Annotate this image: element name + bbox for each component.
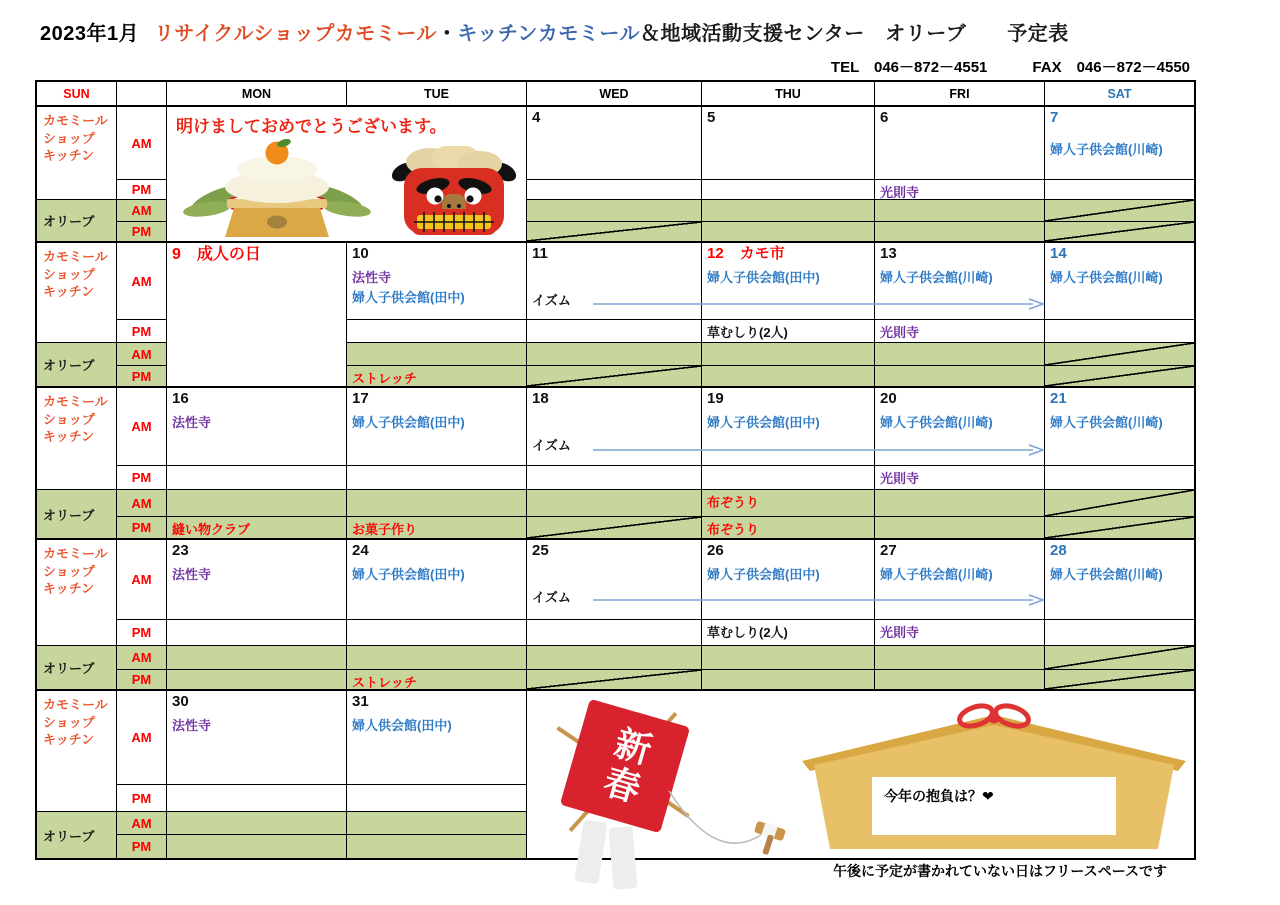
date: 28 [1050, 542, 1067, 559]
olive-pm-label: PM [117, 222, 167, 243]
date: 21 [1050, 390, 1067, 407]
cell-w2-tue-pm [347, 320, 527, 343]
cell-w2-wed-am [527, 243, 702, 320]
olive-am-label: AM [117, 343, 167, 366]
date: 11 [532, 245, 548, 262]
cell-w5-tue-am [347, 691, 527, 785]
cell-w4-wed-am [527, 540, 702, 620]
cell-w4-fri-am [875, 540, 1045, 620]
event: 婦人子供会館(田中) [352, 289, 465, 305]
title-shop1: リサイクルショップカモミール [154, 23, 437, 45]
cell-w5-mon-pm [167, 785, 347, 812]
cell-w3-tue-olive-am [347, 490, 527, 517]
date-line: 12 カモ市 [707, 245, 785, 262]
event: 法性寺 [352, 270, 392, 285]
row-label-olive: オリーブ [37, 812, 117, 858]
event: 婦人子供会館(川崎) [1050, 270, 1163, 285]
date: 16 [172, 390, 189, 407]
cell-w4-sat-olive-am-closed [1045, 646, 1194, 670]
event: 光則寺 [880, 625, 920, 640]
event: 光則寺 [880, 325, 920, 340]
event: 婦人子供会館(川崎) [880, 270, 993, 285]
row-label-kamomile: カモミール ショップ キッチン [37, 388, 117, 490]
cell-w3-wed-olive-am [527, 490, 702, 517]
cell-w4-tue-olive-pm [347, 670, 527, 691]
cell-w1-thu-am [702, 107, 875, 180]
cell-w4-mon-pm [167, 620, 347, 646]
olive-pm-label: PM [117, 835, 167, 858]
cell-w4-wed-olive-pm-closed [527, 670, 702, 691]
cell-w3-sat-pm [1045, 466, 1194, 490]
col-header-fri: FRI [875, 82, 1045, 107]
date: 27 [880, 542, 897, 559]
cell-w2-sat-olive-am-closed [1045, 343, 1194, 366]
greeting-text: 明けましておめでとうございます。 [176, 117, 447, 136]
cell-w2-fri-pm [875, 320, 1045, 343]
cell-w3-mon-olive-pm [167, 517, 347, 540]
row-label-olive: オリーブ [37, 343, 117, 388]
event: 光則寺 [880, 185, 920, 200]
cell-w4-tue-pm [347, 620, 527, 646]
cell-w5-tue-pm [347, 785, 527, 812]
col-header-sat: SAT [1045, 82, 1194, 107]
cell-w1-fri-pm [875, 180, 1045, 200]
event: 婦人子供会館(川崎) [880, 415, 993, 430]
cell-w2-thu-pm [702, 320, 875, 343]
cell-w4-sat-am [1045, 540, 1194, 620]
date: 14 [1050, 245, 1067, 262]
row-label-kamomile: カモミール ショップ キッチン [37, 107, 117, 200]
am-label: AM [117, 691, 167, 785]
date: 24 [352, 542, 369, 559]
cell-w4-fri-olive-am [875, 646, 1045, 670]
title-shop2: キッチンカモミール [457, 23, 641, 45]
event: 法性寺 [172, 567, 212, 582]
cell-w2-fri-olive-am [875, 343, 1045, 366]
cell-w3-fri-pm [875, 466, 1045, 490]
date: 7 [1050, 109, 1059, 126]
olive-am-label: AM [117, 490, 167, 517]
cell-w3-thu-olive-am [702, 490, 875, 517]
cell-w4-sat-pm [1045, 620, 1194, 646]
calendar-table [35, 80, 1196, 860]
cell-w4-wed-olive-am [527, 646, 702, 670]
cell-w2-wed-olive-pm-closed [527, 366, 702, 388]
event: ストレッチ [352, 371, 417, 386]
pm-label: PM [117, 785, 167, 812]
cell-w2-tue-am [347, 243, 527, 320]
date: 5 [707, 109, 716, 126]
row-label-kamomile: カモミール ショップ キッチン [37, 691, 117, 812]
title-suffix: ＆地域活動支援センター オリーブ 予定表 [640, 23, 1069, 45]
lion-dance-illustration [390, 146, 518, 238]
cell-w3-thu-pm [702, 466, 875, 490]
cell-w1-thu-olive-am [702, 200, 875, 222]
col-header-thu: THU [702, 82, 875, 107]
row-label-kamomile: カモミール ショップ キッチン [37, 540, 117, 646]
date: 30 [172, 693, 189, 710]
footnote: 午後に予定が書かれていない日はフリースペースです [832, 863, 1167, 879]
event: 法性寺 [172, 718, 212, 733]
cell-w4-fri-pm [875, 620, 1045, 646]
row-label-olive: オリーブ [37, 200, 117, 243]
date: 17 [352, 390, 369, 407]
cell-w3-fri-am [875, 388, 1045, 466]
kite-text: 新春 [594, 722, 657, 811]
cell-w2-wed-pm [527, 320, 702, 343]
event: 婦人子供会館(田中) [707, 415, 820, 430]
page-title [40, 17, 1069, 46]
date: 23 [172, 542, 189, 559]
date: 10 [352, 245, 369, 262]
cell-w2-sat-pm [1045, 320, 1194, 343]
cell-w1-thu-pm [702, 180, 875, 200]
row-label-kamomile: カモミール ショップ キッチン [37, 243, 117, 343]
cell-w2-thu-olive-pm [702, 366, 875, 388]
event: 光則寺 [880, 471, 920, 486]
cell-w4-thu-olive-pm [702, 670, 875, 691]
date: 13 [880, 245, 897, 262]
date: 18 [532, 390, 549, 407]
cell-w4-tue-olive-am [347, 646, 527, 670]
cell-w2-sat-olive-pm-closed [1045, 366, 1194, 388]
cell-w2-wed-olive-am [527, 343, 702, 366]
olive-am-label: AM [117, 812, 167, 835]
am-label: AM [117, 388, 167, 466]
cell-w1-fri-olive-am [875, 200, 1045, 222]
col-header-blank [117, 82, 167, 107]
ema-text: 今年の抱負は？❤ [884, 788, 994, 804]
event: 草むしり(2人) [707, 325, 788, 340]
event: 草むしり(2人) [707, 625, 788, 640]
cell-w3-fri-olive-am [875, 490, 1045, 517]
cell-w5-mon-olive-pm [167, 835, 347, 858]
cell-w3-sat-olive-am-closed [1045, 490, 1194, 517]
cell-w4-sat-olive-pm-closed [1045, 670, 1194, 691]
pm-label: PM [117, 180, 167, 200]
date: 4 [532, 109, 541, 126]
holiday-name: 成人の日 [196, 246, 261, 263]
event: 婦人子供会館(川崎) [1050, 142, 1163, 157]
cell-w1-sat-olive-am-closed [1045, 200, 1194, 222]
cell-w3-tue-am [347, 388, 527, 466]
newyear-kite-illustration [545, 699, 805, 857]
cell-w1-wed-olive-pm-closed [527, 222, 702, 243]
cell-w1-fri-olive-pm [875, 222, 1045, 243]
kite-string-and-spool [665, 787, 795, 859]
cell-w4-wed-pm [527, 620, 702, 646]
cell-w5-mon-am [167, 691, 347, 785]
pm-label: PM [117, 620, 167, 646]
cell-w2-sat-am [1045, 243, 1194, 320]
cell-w4-mon-olive-am [167, 646, 347, 670]
olive-pm-label: PM [117, 670, 167, 691]
col-header-mon: MON [167, 82, 347, 107]
cell-w3-mon-pm [167, 466, 347, 490]
date: 19 [707, 390, 724, 407]
event: 婦人子供会館(川崎) [1050, 415, 1163, 430]
cell-w3-mon-olive-am [167, 490, 347, 517]
cell-w4-thu-am [702, 540, 875, 620]
cell-w4-fri-olive-pm [875, 670, 1045, 691]
cell-w3-wed-olive-pm-closed [527, 517, 702, 540]
event: イズム [532, 438, 571, 453]
col-header-wed: WED [527, 82, 702, 107]
contact-line: TEL 046－872－4551 FAX 046－872－4550 [830, 59, 1190, 76]
cell-w3-sat-olive-pm-closed [1045, 517, 1194, 540]
title-separator: ・ [436, 23, 458, 45]
cell-w5-newyear-decoration [527, 691, 1194, 858]
cell-w2-tue-olive-pm [347, 366, 527, 388]
col-header-tue: TUE [347, 82, 527, 107]
date-line: 9 成人の日 [172, 246, 261, 263]
event: ストレッチ [352, 675, 417, 690]
title-month: 2023年1月 [40, 23, 140, 45]
cell-w2-thu-olive-am [702, 343, 875, 366]
date: 26 [707, 542, 724, 559]
cell-w3-tue-pm [347, 466, 527, 490]
cell-w3-sat-am [1045, 388, 1194, 466]
olive-pm-label: PM [117, 517, 167, 540]
event: 縫い物クラブ [172, 522, 251, 537]
cell-w4-tue-am [347, 540, 527, 620]
cell-w1-newyear-greeting [167, 107, 527, 243]
cell-w2-thu-am [702, 243, 875, 320]
event: イズム [532, 590, 571, 605]
date: 25 [532, 542, 549, 559]
pm-label: PM [117, 320, 167, 343]
event: 婦人子供会館(川崎) [1050, 567, 1163, 582]
event: 法性寺 [172, 415, 212, 430]
cell-w1-sat-olive-pm-closed [1045, 222, 1194, 243]
cell-w1-wed-olive-am [527, 200, 702, 222]
olive-pm-label: PM [117, 366, 167, 388]
cell-w3-wed-am [527, 388, 702, 466]
pm-label: PM [117, 466, 167, 490]
col-header-sun: SUN [37, 82, 117, 107]
event: 布ぞうり [707, 495, 760, 510]
cell-w1-thu-olive-pm [702, 222, 875, 243]
ema-plaque-illustration [798, 701, 1190, 851]
am-label: AM [117, 540, 167, 620]
am-label: AM [117, 243, 167, 320]
cell-w4-thu-pm [702, 620, 875, 646]
cell-w4-thu-olive-am [702, 646, 875, 670]
event: 婦人子供会館(田中) [352, 415, 465, 430]
cell-w3-mon-am [167, 388, 347, 466]
cell-w3-wed-pm [527, 466, 702, 490]
date: 20 [880, 390, 897, 407]
cell-w4-mon-am [167, 540, 347, 620]
olive-am-label: AM [117, 200, 167, 222]
event: 婦人子供会館(川崎) [880, 567, 993, 582]
cell-w2-tue-olive-am [347, 343, 527, 366]
cell-w3-tue-olive-pm [347, 517, 527, 540]
event: 婦人子供会館(田中) [707, 567, 820, 582]
cell-w1-wed-am [527, 107, 702, 180]
cell-w1-sat-pm [1045, 180, 1194, 200]
cell-w3-thu-olive-pm [702, 517, 875, 540]
row-label-olive: オリーブ [37, 646, 117, 691]
cell-w2-mon-holiday [167, 243, 347, 388]
cell-w5-tue-olive-am [347, 812, 527, 835]
event: 布ぞうり [707, 522, 760, 537]
date: 6 [880, 109, 889, 126]
event: お菓子作り [352, 522, 418, 537]
event: 婦人供会館(田中) [352, 718, 452, 733]
cell-w3-thu-am [702, 388, 875, 466]
row-label-olive: オリーブ [37, 490, 117, 540]
cell-w1-fri-am [875, 107, 1045, 180]
cell-w4-mon-olive-pm [167, 670, 347, 691]
am-label: AM [117, 107, 167, 180]
cell-w2-fri-am [875, 243, 1045, 320]
olive-am-label: AM [117, 646, 167, 670]
event-kamoichi: カモ市 [739, 245, 785, 262]
cell-w1-sat-am [1045, 107, 1194, 180]
event: 婦人子供会館(田中) [352, 567, 465, 582]
cell-w5-mon-olive-am [167, 812, 347, 835]
kagami-mochi-illustration [177, 137, 377, 239]
cell-w5-tue-olive-pm [347, 835, 527, 858]
cell-w2-fri-olive-pm [875, 366, 1045, 388]
cell-w3-fri-olive-pm [875, 517, 1045, 540]
event: イズム [532, 293, 571, 308]
event: 婦人子供会館(田中) [707, 270, 820, 285]
cell-w1-wed-pm [527, 180, 702, 200]
date: 31 [352, 693, 369, 710]
